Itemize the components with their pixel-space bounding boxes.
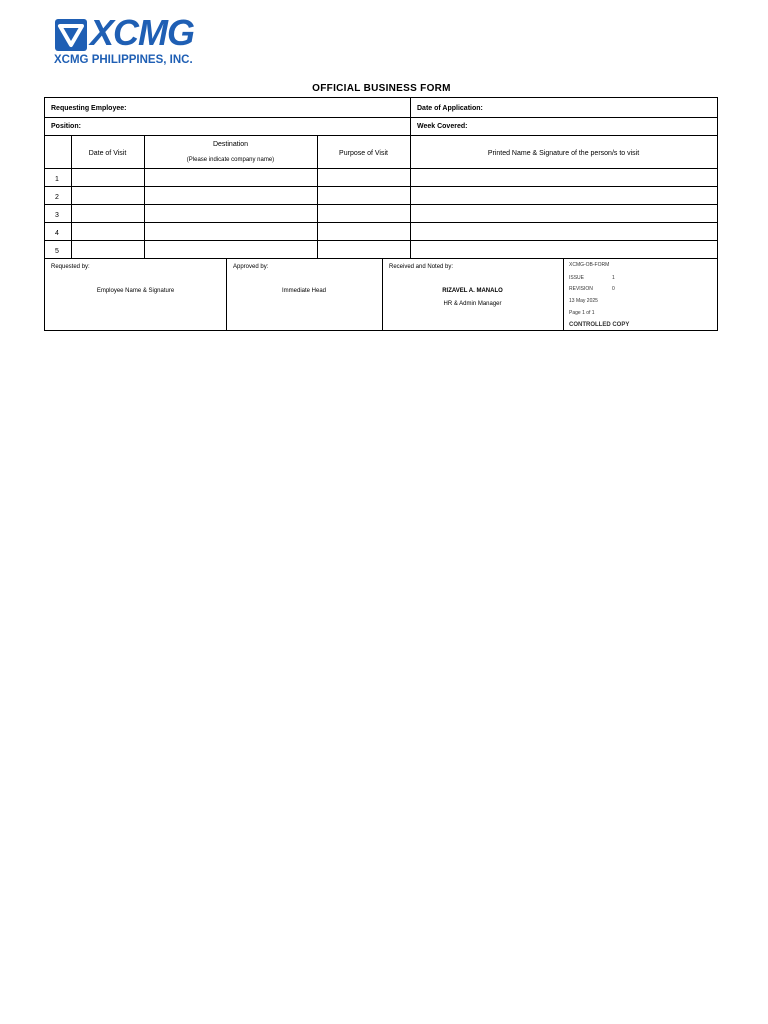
row-number: 5 bbox=[55, 248, 59, 255]
receiver-title: HR & Admin Manager bbox=[443, 301, 502, 307]
form-title: OFFICIAL BUSINESS FORM bbox=[312, 83, 451, 94]
row-number: 4 bbox=[55, 230, 59, 237]
row-number: 3 bbox=[55, 212, 59, 219]
approved-by-label: Approved by: bbox=[233, 264, 269, 270]
receiver-name: RIZAVEL A. MANALO bbox=[442, 288, 503, 294]
destination-header: Destination bbox=[212, 141, 249, 148]
employee-name-signature: Employee Name & Signature bbox=[96, 288, 175, 294]
page-count: Page 1 of 1 bbox=[569, 310, 595, 316]
purpose-header: Purpose of Visit bbox=[339, 150, 388, 157]
position-label: Position: bbox=[51, 123, 81, 130]
row-number: 2 bbox=[55, 194, 59, 201]
row-number: 1 bbox=[55, 176, 59, 183]
xcmg-emblem-icon bbox=[54, 18, 88, 52]
destination-note: (Please indicate company name) bbox=[186, 157, 275, 163]
revision-label: REVISION bbox=[569, 286, 593, 292]
requesting-employee-label: Requesting Employee: bbox=[51, 105, 127, 112]
issue-value: 1 bbox=[612, 275, 615, 281]
controlled-copy-label: CONTROLLED COPY bbox=[569, 322, 630, 328]
immediate-head: Immediate Head bbox=[281, 288, 327, 294]
week-covered-label: Week Covered: bbox=[417, 123, 468, 130]
printed-name-header: Printed Name & Signature of the person/s to visit bbox=[487, 150, 640, 157]
official-business-form bbox=[44, 97, 718, 331]
company-logo bbox=[54, 12, 204, 70]
received-noted-by-label: Received and Noted by: bbox=[389, 264, 454, 270]
doc-code: XCMG-OB-FORM bbox=[569, 262, 610, 268]
date-of-visit-header: Date of Visit bbox=[88, 150, 127, 157]
issue-label: ISSUE bbox=[569, 275, 585, 281]
doc-date: 13 May 2025 bbox=[569, 298, 598, 304]
requested-by-label: Requested by: bbox=[51, 264, 90, 270]
date-of-application-label: Date of Application: bbox=[417, 105, 483, 112]
logo-wordmark: XCMG bbox=[90, 12, 194, 53]
revision-value: 0 bbox=[612, 286, 615, 292]
company-name: XCMG PHILIPPINES, INC. bbox=[54, 54, 193, 66]
